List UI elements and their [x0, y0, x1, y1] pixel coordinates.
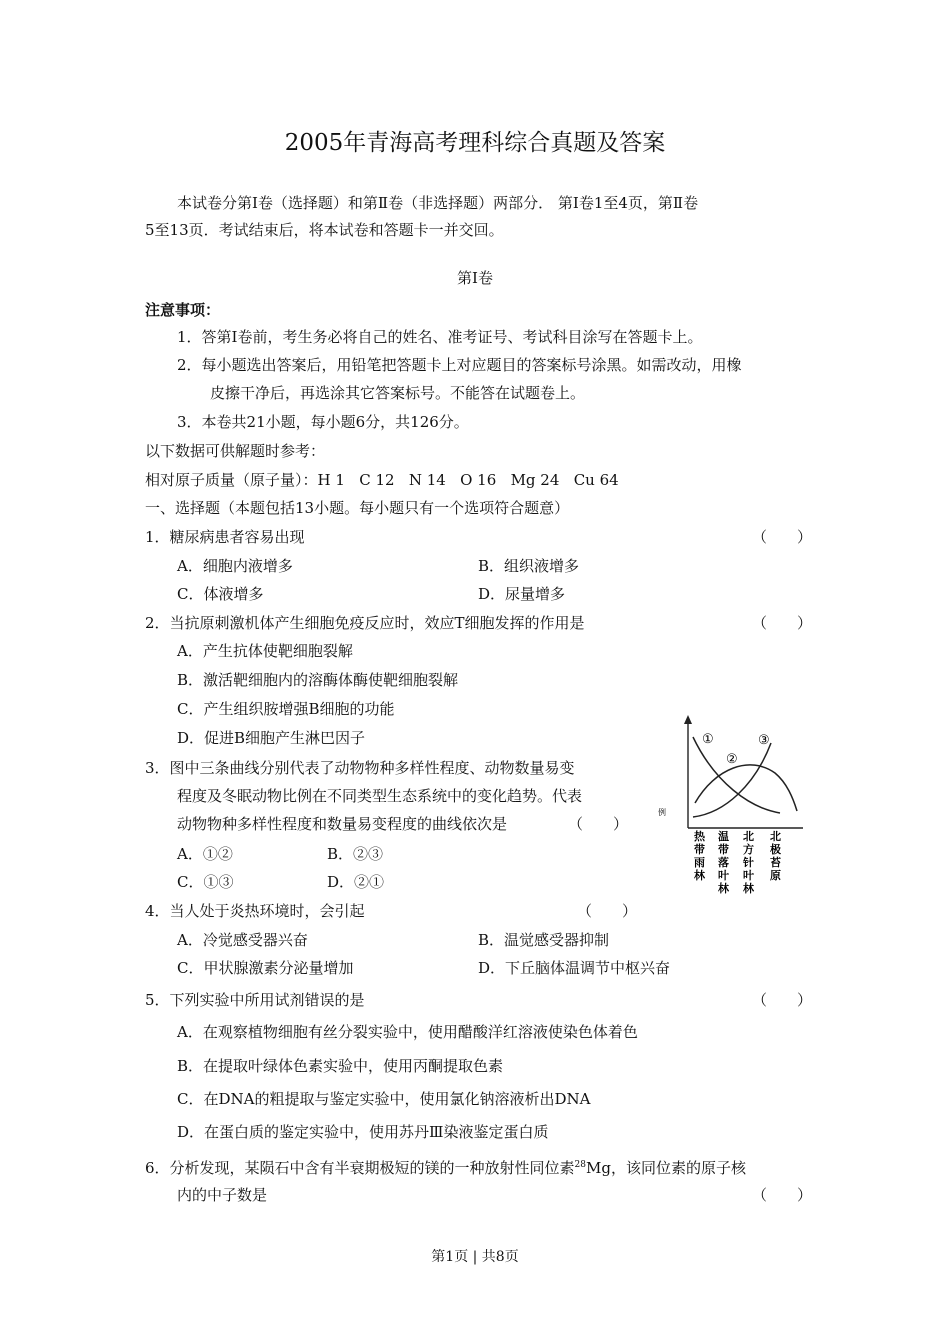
- q5-option-d: D．在蛋白质的鉴定实验中，使用苏丹Ⅲ染液鉴定蛋白质: [177, 1123, 549, 1141]
- q6-stem-line-2: 内的中子数是: [177, 1186, 268, 1204]
- note-item-2-cont: 皮擦干净后，再选涂其它答案标号。不能答在试题卷上。: [210, 384, 586, 402]
- q1-answer-paren: （ ）: [752, 528, 813, 546]
- q6-isotope-mass: 28: [574, 1160, 586, 1170]
- q3-option-c: C．①③: [177, 873, 234, 891]
- ecosystem-label-char: 苔: [770, 856, 781, 869]
- ecosystem-label-boreal-coniferous: [742, 830, 755, 895]
- ecosystem-label-char: 原: [770, 869, 781, 882]
- q3-answer-paren: （ ）: [568, 815, 629, 833]
- intro-line-1: 本试卷分第Ⅰ卷（选择题）和第Ⅱ卷（非选择题）两部分． 第Ⅰ卷1至4页，第Ⅱ卷: [177, 194, 699, 212]
- part-heading: 一、选择题（本题包括13小题。每小题只有一个选项符合题意）: [145, 499, 570, 517]
- q4-option-b: B．温觉感受器抑制: [478, 931, 610, 949]
- ecosystem-label-temperate-deciduous: [718, 829, 730, 895]
- ecosystem-label-char: 北: [743, 830, 754, 843]
- q5-answer-paren: （ ）: [752, 991, 813, 1009]
- q5-option-b: B．在提取叶绿体色素实验中，使用丙酮提取色素: [177, 1057, 504, 1075]
- ecosystem-label-char: 叶: [718, 869, 729, 882]
- y-axis-label: 例: [658, 808, 666, 817]
- q2-option-d: D．促进B细胞产生淋巴因子: [177, 729, 366, 747]
- page-footer: 第1页 | 共8页: [431, 1249, 519, 1265]
- ecosystem-label-char: 北: [770, 830, 781, 843]
- curve-1: [693, 737, 780, 813]
- ecosystem-label-char: 林: [718, 882, 729, 895]
- ecosystem-label-char: 林: [743, 882, 754, 895]
- ecosystem-label-char: 雨: [694, 856, 705, 869]
- q5-stem: 5．下列实验中所用试剂错误的是: [145, 991, 365, 1009]
- ecosystem-label-char: 方: [743, 843, 754, 856]
- q3-option-d: D．②①: [327, 873, 385, 891]
- curve-2: [695, 765, 797, 811]
- ecosystem-label-char: 针: [743, 856, 754, 869]
- q3-stem-line-1: 3．图中三条曲线分别代表了动物物种多样性程度、动物数量易变: [145, 759, 575, 777]
- q1-option-b: B．组织液增多: [478, 557, 580, 575]
- curve-label-2: ②: [726, 752, 738, 767]
- q3-option-b: B．②③: [327, 845, 384, 863]
- ecosystem-label-char: 极: [770, 843, 781, 856]
- q2-answer-paren: （ ）: [752, 614, 813, 632]
- q1-option-c: C．体液增多: [177, 585, 264, 603]
- q6-answer-paren: （ ）: [752, 1186, 813, 1204]
- ecosystem-label-char: 林: [694, 869, 705, 882]
- ecosystem-label-char: 叶: [743, 869, 754, 882]
- q2-option-b: B．激活靶细胞内的溶酶体酶使靶细胞裂解: [177, 671, 459, 689]
- q1-stem: 1．糖尿病患者容易出现: [145, 528, 305, 546]
- section-title: 第Ⅰ卷: [457, 269, 493, 287]
- q2-stem: 2．当抗原刺激机体产生细胞免疫反应时，效应T细胞发挥的作用是: [145, 614, 585, 632]
- q4-option-a: A．冷觉感受器兴奋: [177, 931, 308, 949]
- q4-option-d: D．下丘脑体温调节中枢兴奋: [478, 959, 671, 977]
- q5-option-c: C．在DNA的粗提取与鉴定实验中，使用氯化钠溶液析出DNA: [177, 1090, 591, 1108]
- note-item-3: 3．本卷共21小题，每小题6分，共126分。: [177, 413, 469, 431]
- q2-option-c: C．产生组织胺增强B细胞的功能: [177, 700, 395, 718]
- reference-line-2: 相对原子质量（原子量）：H 1 C 12 N 14 O 16 Mg 24 Cu 64: [145, 471, 619, 489]
- ecosystem-label-char: 带: [718, 843, 729, 856]
- ecosystem-label-char: 热: [694, 830, 705, 843]
- ecosystem-label-tropical-rainforest: [694, 829, 706, 882]
- curve-label-1: ①: [702, 732, 714, 747]
- q6-stem-text-end: ，该同位素的原子核: [610, 1159, 746, 1177]
- ecosystem-label-arctic-tundra: [769, 830, 781, 882]
- q3-stem-line-2: 程度及冬眠动物比例在不同类型生态系统中的变化趋势。代表: [177, 787, 583, 805]
- document-title: 2005年青海高考理科综合真题及答案: [284, 130, 666, 156]
- curve-label-3: ③: [758, 733, 770, 748]
- ecosystem-label-char: 落: [718, 856, 729, 869]
- q6-isotope-symbol: Mg: [586, 1159, 611, 1177]
- note-item-2: 2．每小题选出答案后，用铅笔把答题卡上对应题目的答案标号涂黑。如需改动，用橡: [177, 356, 742, 374]
- q1-option-d: D．尿量增多: [478, 585, 566, 603]
- y-axis-arrow: [684, 715, 692, 724]
- ecosystem-label-char: 带: [694, 843, 705, 856]
- q1-option-a: A．细胞内液增多: [177, 557, 293, 575]
- q4-answer-paren: （ ）: [577, 902, 638, 920]
- q2-option-a: A．产生抗体使靶细胞裂解: [177, 642, 353, 660]
- intro-line-2: 5至13页．考试结束后，将本试卷和答题卡一并交回。: [145, 221, 504, 239]
- q5-option-a: A．在观察植物细胞有丝分裂实验中，使用醋酸洋红溶液使染色体着色: [177, 1023, 638, 1041]
- reference-line-1: 以下数据可供解题时参考：: [145, 442, 326, 460]
- q3-stem-line-3: 动物物种多样性程度和数量易变程度的曲线依次是: [177, 815, 508, 833]
- note-item-1: 1．答第Ⅰ卷前，考生务必将自己的姓名、准考证号、考试科目涂写在答题卡上。: [177, 328, 703, 346]
- notes-heading: 注意事项：: [145, 301, 221, 319]
- q6-stem-line-1: [145, 1155, 746, 1178]
- ecosystem-label-char: 温: [718, 830, 729, 843]
- q3-option-a: A．①②: [177, 845, 233, 863]
- ecosystem-curve-figure: [655, 713, 815, 898]
- q6-stem-text: 6．分析发现，某陨石中含有半衰期极短的镁的一种放射性同位素: [145, 1159, 575, 1177]
- q4-stem: 4．当人处于炎热环境时，会引起: [145, 902, 365, 920]
- q4-option-c: C．甲状腺激素分泌量增加: [177, 959, 354, 977]
